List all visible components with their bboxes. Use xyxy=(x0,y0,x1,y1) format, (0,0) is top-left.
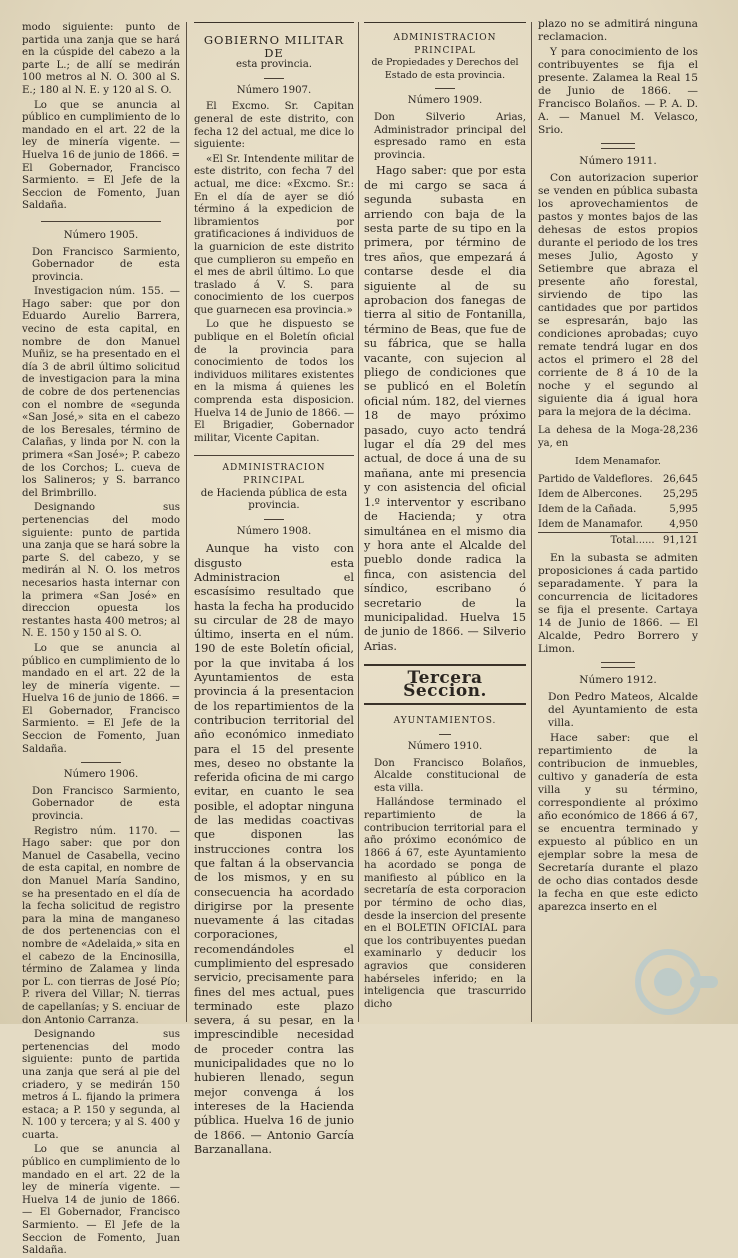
table-total-row xyxy=(538,533,698,549)
table-row xyxy=(538,487,698,502)
section-subheading: AYUNTAMIENTOS. xyxy=(393,716,497,727)
table-cell-value: 25,295 xyxy=(663,489,698,500)
divider xyxy=(194,455,354,456)
divider xyxy=(435,88,455,89)
divider xyxy=(264,519,284,520)
table-subheading: Idem Menamafor. xyxy=(575,456,661,467)
table-cell-label: Idem de la Cañada. xyxy=(538,504,637,515)
notice-number: Número 1911. xyxy=(579,155,657,167)
paragraph: Registro núm. 1170. — Hago saber: que por don Manuel de Casabella, vecino de esta capital, en nombre de don Manuel María Sandino, se ha presentado en el día de la fecha solicitud de registro para la mina de manganeso de dos pertenencias con el nombre de «Adelaida,» sita en el cabezo de la Encinosilla, término de Zalamea y linda por L. con tierras de José Pío; P. rivera del Villar; N. tierras de capellanías; y S. enciuar de don Antonio Carranza. xyxy=(22,825,180,1026)
notice-number: Número 1910. xyxy=(407,740,483,752)
section-title: ADMINISTRACION PRINCIPAL xyxy=(222,463,326,486)
table-cell-value: 5,995 xyxy=(669,504,698,515)
table-row xyxy=(538,423,698,451)
column-rule xyxy=(531,22,532,1022)
notice-number: Número 1909. xyxy=(407,95,483,107)
notice-number: Número 1906. xyxy=(63,769,139,781)
auction-table xyxy=(538,423,698,451)
paragraph: plazo no se admitirá ninguna reclamacion. xyxy=(538,18,698,43)
paragraph: modo siguiente: punto de partida una zanja que se hará en la cúspide del cabezo a la parte L.; de allí se medirán 100 metros al N. O. 300 al S. E.; 180 al N. E. y 120 al S. O. xyxy=(22,22,180,96)
table-row xyxy=(538,472,698,487)
paragraph: Aunque ha visto con disgusto esta Administracion el escasísimo resultado que hasta la fecha ha producido su circular de 28 de mayo último, inserta en el núm. 190 de este Boletín oficial, por la que invitaba á los Ayuntamientos de esta provincia á la presentacion de los repartimientos de la contribucion territorial del año económico inmediato para el 15 del presente mes, deseo no obstante la referida oficina de mi cargo evitar, en cuanto le sea posible, el adoptar ninguna de las medidas coactivas que disponen las instrucciones contra los que faltan á la observancia de los mismos, y en su consecuencia ha acordado dirigirse por la presente nuevamente á las citadas corporaciones, recomendándoles el cumplimiento del espresado servicio, precisamente para fines del mes actual, pues terminado este plazo severa, á su pesar, en la imprescindible necesidad de proceder contra las municipalidades que no lo hubieren llenado, segun mejor convenga á los intereses de la Hacienda pública. Huelva 16 de junio de 1866. — Antonio García Barzanallana. xyxy=(194,542,354,1156)
section-heading-tercera: Tercera Seccion. xyxy=(364,664,526,705)
divider xyxy=(41,221,161,222)
paragraph: «El Sr. Intendente militar de este distrito, con fecha 7 del actual, me dice: «Excmo. Sr.: En el día de ayer se dió término á la expedicion de libramientos por gratificaciones á individuos de la guarnicion de este distrito que cumplieron su empeño en el mes de abril último. Lo que traslado á V. S. para conocimiento de los cuerpos que guarnecen esa provincia.» xyxy=(194,153,354,316)
paragraph: Y para conocimiento de los contribuyentes se fija el presente. Zalamea la Real 15 de Junio de 1866. — Francisco Bolaños. — P. A. D. A. — Manuel M. Velasco, Srio. xyxy=(538,46,698,136)
table-cell-value: 4,950 xyxy=(669,519,698,530)
table-row xyxy=(538,517,698,533)
divider xyxy=(601,143,635,149)
divider xyxy=(601,662,635,668)
section-title: ADMINISTRACION PRINCIPAL xyxy=(393,33,497,56)
section-subtitle: esta provincia. xyxy=(235,59,313,71)
notice-heading: Don Pedro Mateos, Alcalde del Ayuntamiento de esta villa. xyxy=(548,691,698,729)
paragraph: Designando sus pertenencias del modo siguiente: punto de partida una zanja que será al pie del criadero, y se medirán 150 metros á L. fijando la primera estaca; a P. 150 y segunda, al N. 100 y tercera; y al S. 400 y cuarta. xyxy=(22,1029,180,1141)
column-2 xyxy=(194,22,355,1156)
section-subtitle: de Hacienda pública de esta provincia. xyxy=(200,487,348,512)
paragraph: Lo que he dispuesto se publique en el Boletín oficial de la provincia para conocimiento de todos los individuos militares existentes en la misma á quienes les comprenda esta disposicion. Huelva 14 de Junio de 1866. — El Brigadier, Gobernador militar, Vicente Capitan. xyxy=(194,319,355,444)
table-cell-value: 26,645 xyxy=(663,474,698,485)
notice-number: Número 1908. xyxy=(236,525,312,537)
table-cell-label: La dehesa de la Moga-ya, en xyxy=(538,425,663,449)
column-1 xyxy=(22,22,180,1257)
notice-number: Número 1912. xyxy=(579,674,657,686)
column-4 xyxy=(538,18,698,1020)
table-cell-value: 28,236 xyxy=(663,425,698,436)
notice-number: Número 1907. xyxy=(236,84,312,96)
column-rule xyxy=(358,22,359,1022)
column-3 xyxy=(364,22,526,1020)
paragraph: Hace saber: que el repartimiento de la contribucion de inmuebles, cultivo y ganadería de esta villa y su término, correspondiente al próximo año económico de 1866 á 67, se encuentra terminado y expuesto al público en un ejemplar sobre la mesa de Secretaría durante el plazo de ocho dias contados desde la fecha en que este edicto aparezca inserto en el xyxy=(538,732,698,913)
paragraph: En la subasta se admiten proposiciones á cada partido separadamente. Y para la concurrencia de licitadores se fija el presente. Cartaya 14 de Junio de 1866. — El Alcalde, Pedro Borrero y Limon. xyxy=(538,552,698,655)
table-total-label: Total...... xyxy=(610,535,655,546)
auction-table xyxy=(538,472,698,548)
divider xyxy=(81,762,121,763)
notice-number: Número 1905. xyxy=(63,229,139,241)
notice-heading: Don Francisco Sarmiento, Gobernador de esta provincia. xyxy=(32,246,180,283)
column-rule xyxy=(186,22,187,1022)
table-cell-label: Idem de Manamafor. xyxy=(538,519,644,530)
table-cell-label: Partido de Valdeflores. xyxy=(538,474,653,485)
paragraph: Con autorizacion superior se venden en pública subasta los aprovechamientos de pastos y montes bajos de las dehesas de estos propios durante el periodo de los tres meses Julio, Agosto y Setiembre que abraza el presente año forestal, sirviendo de tipo las cantidades que por partidos se espresarán, bajo las condiciones aprobadas; cuyo remate tendrá lugar en dos actos el primero el 28 del corriente de 8 á 10 de la noche y el segundo al siguiente dia á igual hora para la mejora de la décima. xyxy=(538,172,698,418)
section-subtitle: de Propiedades y Derechos del Estado de esta provincia. xyxy=(371,57,519,81)
table-cell-label: Idem de Albercones. xyxy=(538,489,643,500)
paragraph: Lo que se anuncia al público en cumplimiento de lo mandado en el art. 22 de la ley de minería vigente. —Huelva 16 de junio de 1866. = El Gobernador, Francisco Sarmiento. = El Jefe de la Seccion de Fomento, Juan Saldaña. xyxy=(22,642,180,755)
paragraph: Hallándose terminado el repartimiento de la contribucion territorial para el año próximo económico de 1866 á 67, este Ayuntamiento ha acordado se ponga de manifiesto al público en la secretaría de esta corporacion por término de ocho dias, desde la insercion del presente en el BOLETIN OFICIAL para que los contribuyentes puedan examinarlo y deducir los agravios que consideren habérseles inferido; en la inteligencia que trascurrido dicho xyxy=(364,797,526,1010)
paragraph: Designando sus pertenencias del modo siguiente: punto de partida una zanja que se hará sobre la parte S. del cabezo, y se medirán al N. O. los metros necesarios hasta internar con la primera «San José» en direccion opuesta los restantes hasta 400 metros; al N. E. 150 y 150 al S. O. xyxy=(22,502,180,640)
table-row xyxy=(538,502,698,517)
paragraph: Lo que se anuncia al público en cumplimiento de lo mandado en el art. 22 de la ley de minería vigente. —Huelva 16 de junio de 1866. = El Gobernador, Francisco Sarmiento. = El Jefe de la Seccion de Fomento, Juan Saldaña. xyxy=(22,99,180,212)
notice-heading: Don Silverio Arias, Administrador principal del espresado ramo en esta provincia. xyxy=(374,111,526,161)
table-total-value: 91,121 xyxy=(663,535,698,546)
paragraph: El Excmo. Sr. Capitan general de este distrito, con fecha 12 del actual, me dice lo siguiente: xyxy=(194,101,354,151)
paragraph: Lo que se anuncia al público en cumplimiento de lo mandado en el art. 22 de la ley de minería vigente. —Huelva 14 de junio de 1866. — El Gobernador, Francisco Sarmiento. — El Jefe de la Seccion de Fomento, Juan Saldaña. xyxy=(22,1144,180,1257)
divider xyxy=(439,734,451,735)
paragraph: Hago saber: que por esta de mi cargo se saca á segunda subasta en arriendo con baja de la sesta parte de su tipo en la primera, por término de tres años, que empezará á contarse desde el dia siguiente al de su aprobacion dos fanegas de tierra al sitio de Fontanilla, término de Beas, que fue de su fábrica, que se halla vacante, con sujecion al pliego de condiciones que se publicó en el Boletín oficial núm. 182, del viernes 18 de mayo próximo pasado, cuyo acto tendrá lugar el día 29 del mes actual, de doce á una de su mañana, ante mi presencia y con asistencia del oficial 1.º interventor y escribano de Hacienda; y otra simultánea en el mismo dia y hora ante el Alcalde del pueblo donde radica la finca, con asistencia del síndico, escribano ó secretario de la municipalidad. Huelva 15 de junio de 1866. — Silverio Arias. xyxy=(364,164,526,653)
notice-heading: Don Francisco Sarmiento, Gobernador de esta provincia. xyxy=(32,785,180,823)
divider xyxy=(264,78,284,79)
paragraph: Investigacion núm. 155. — Hago saber: que por don Eduardo Aurelio Barrera, vecino de esta capital, en nombre de don Manuel Muñiz, se ha presentado en el día 3 de abril último solicitud de investigacion para la mina de cobre de dos pertenencias con el nombre de «segunda «San José,» sita en el cabezo de los Beresales, término de Calañas, y linda por N. con la primera «San José»; P. cabezo de los Corchos; L. cueva de los Salineros; y S. barranco del Brimbrillo. xyxy=(22,286,180,499)
notice-heading: Don Francisco Bolaños, Alcalde constitucional de esta villa. xyxy=(374,757,526,794)
section-title: GOBIERNO MILITAR DE xyxy=(203,33,345,60)
